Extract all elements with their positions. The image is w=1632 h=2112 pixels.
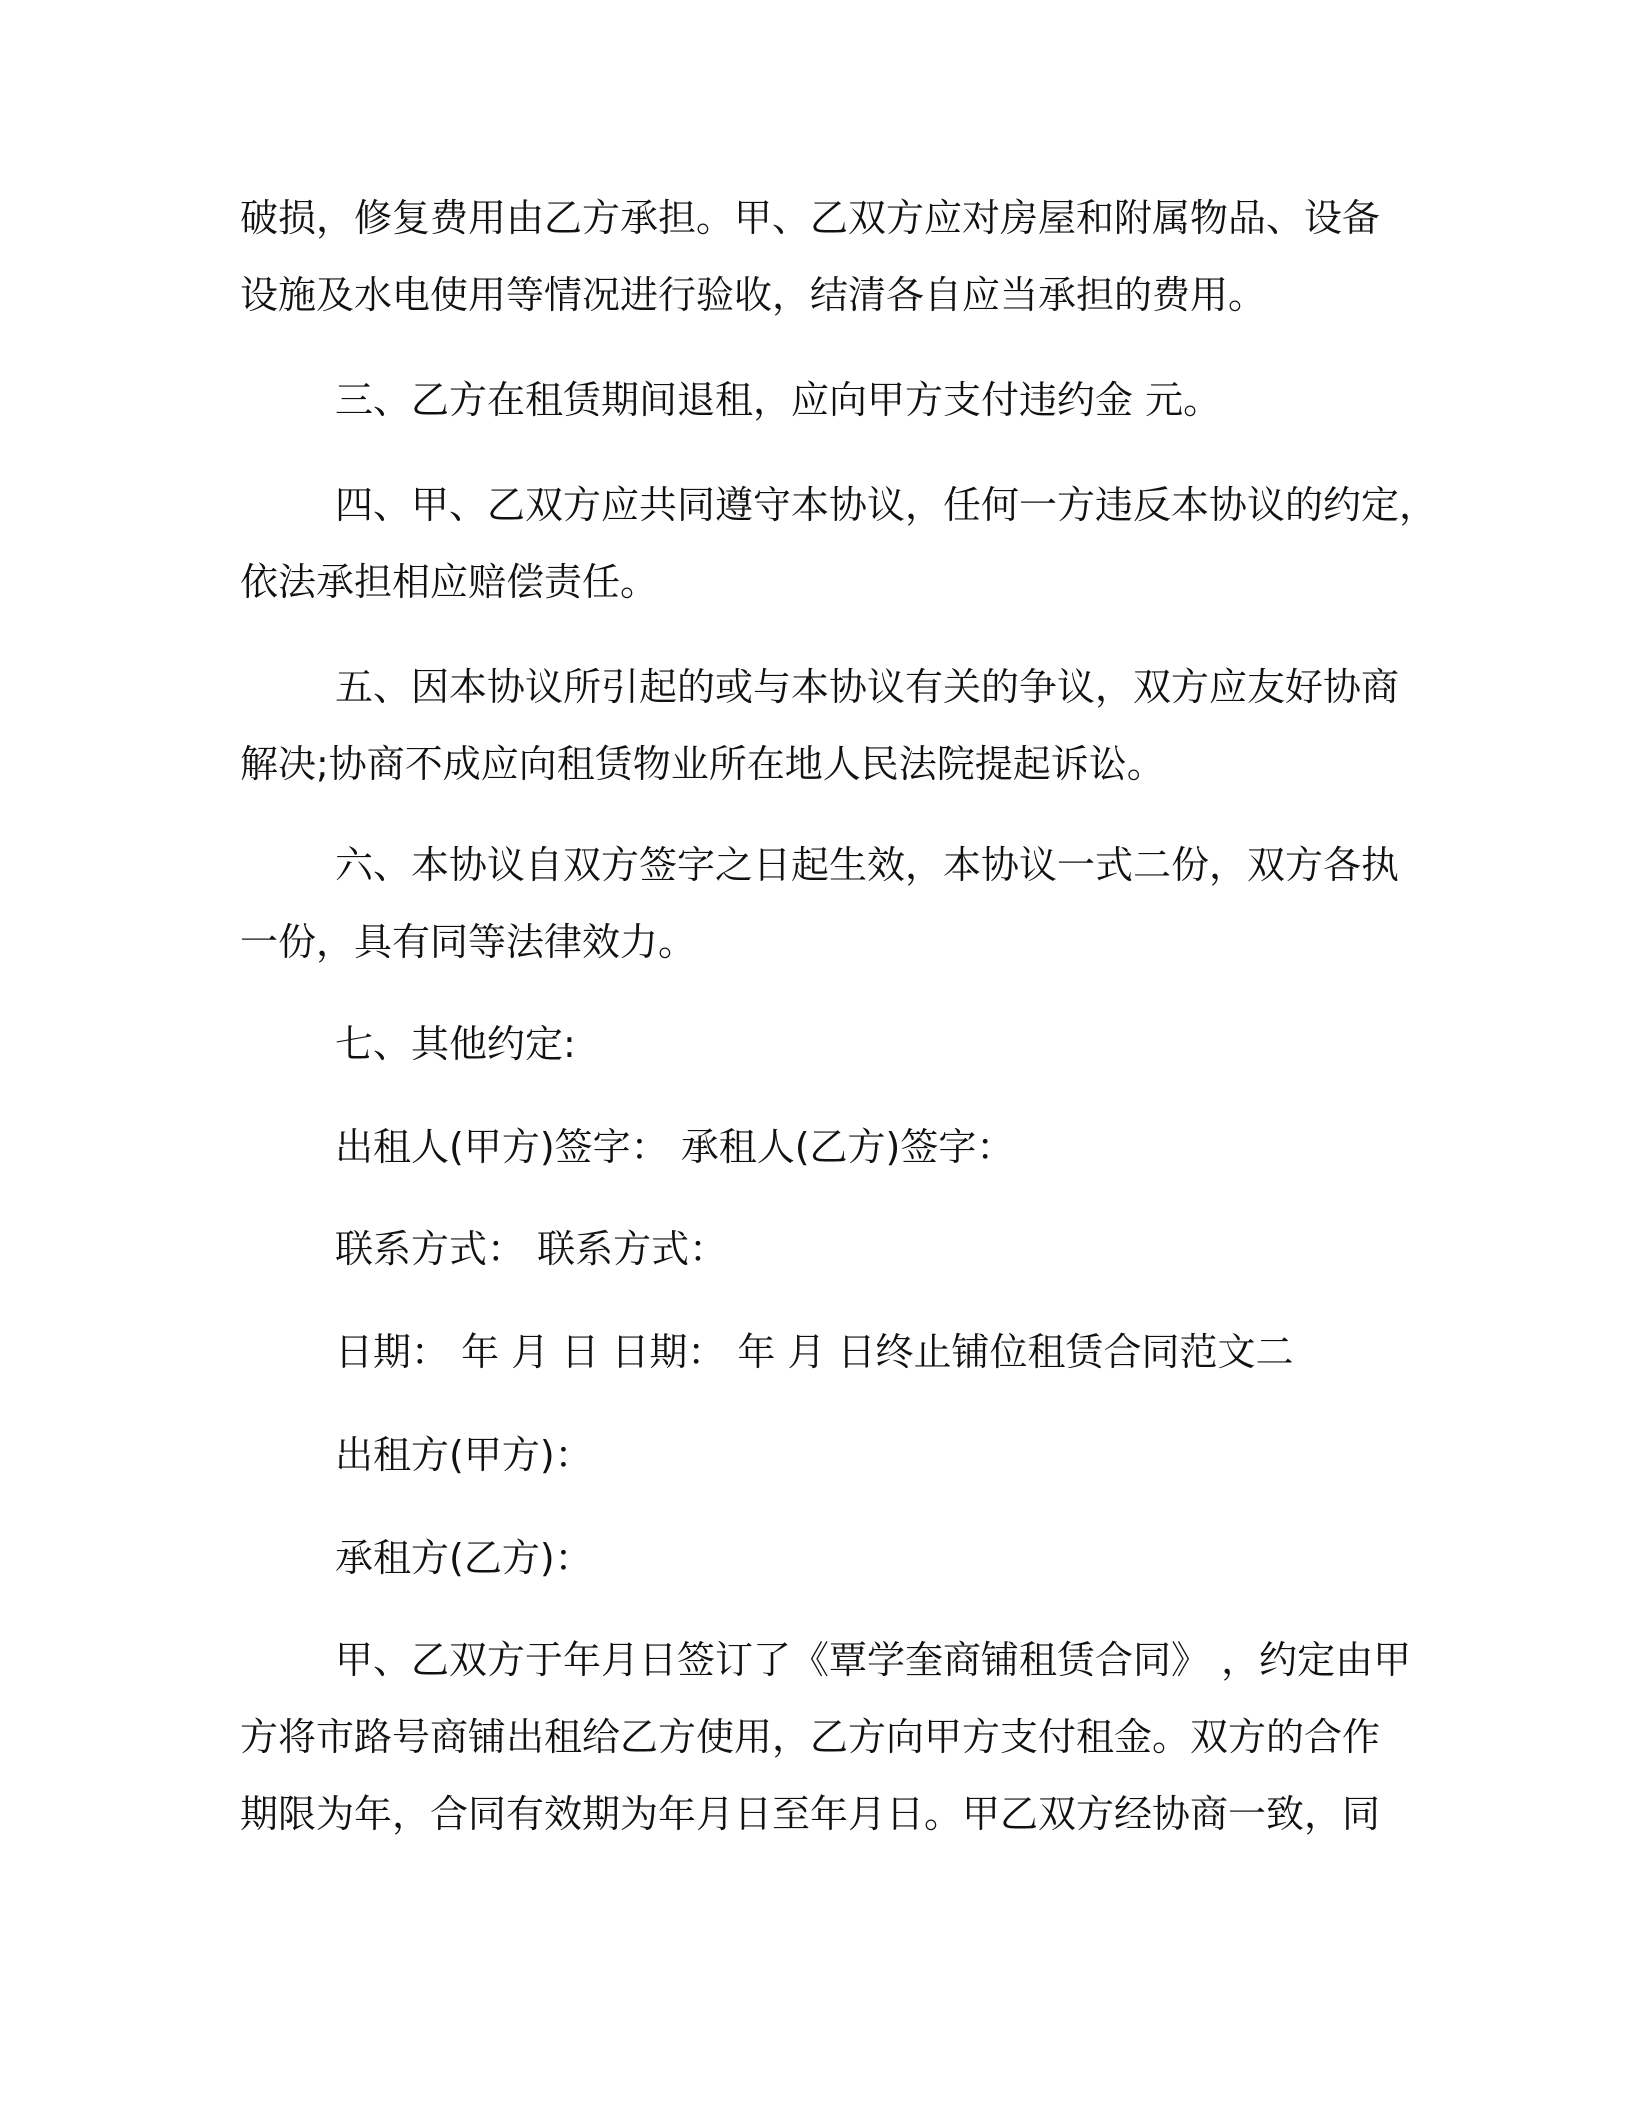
- paragraph-11-line-1: 承租方(乙方)：: [335, 1536, 593, 1580]
- paragraph-12-line-1: 甲、乙双方于年月日签订了《覃学奎商铺租赁合同》 ，约定由甲: [335, 1638, 1412, 1682]
- paragraph-2-line-1: 三、乙方在租赁期间退租，应向甲方支付违约金 元。: [335, 378, 1222, 422]
- paragraph-6-line-1: 七、其他约定:: [335, 1022, 576, 1066]
- paragraph-10-line-1: 出租方(甲方)：: [335, 1433, 593, 1477]
- paragraph-8-line-1: 联系方式： 联系方式：: [335, 1227, 728, 1271]
- paragraph-1-line-1: 破损，修复费用由乙方承担。甲、乙双方应对房屋和附属物品、设备: [240, 196, 1381, 240]
- paragraph-5-line-2: 一份，具有同等法律效力。: [240, 920, 697, 964]
- paragraph-12-line-3: 期限为年，合同有效期为年月日至年月日。甲乙双方经协商一致，同: [240, 1792, 1381, 1836]
- paragraph-3-line-1: 四、甲、乙双方应共同遵守本协议，任何一方违反本协议的约定，: [335, 483, 1438, 527]
- paragraph-7-line-1: 出租人(甲方)签字： 承租人(乙方)签字：: [335, 1125, 1015, 1169]
- paragraph-9-line-1: 日期： 年 月 日 日期： 年 月 日终止铺位租赁合同范文二: [335, 1330, 1294, 1374]
- paragraph-5-line-1: 六、本协议自双方签字之日起生效，本协议一式二份，双方各执: [335, 843, 1400, 887]
- paragraph-3-line-2: 依法承担相应赔偿责任。: [240, 560, 659, 604]
- paragraph-1-line-2: 设施及水电使用等情况进行验收，结清各自应当承担的费用。: [240, 273, 1267, 317]
- paragraph-4-line-1: 五、因本协议所引起的或与本协议有关的争议，双方应友好协商: [335, 665, 1400, 709]
- paragraph-4-line-2: 解决;协商不成应向租赁物业所在地人民法院提起诉讼。: [240, 742, 1165, 786]
- paragraph-12-line-2: 方将市路号商铺出租给乙方使用，乙方向甲方支付租金。双方的合作: [240, 1715, 1381, 1759]
